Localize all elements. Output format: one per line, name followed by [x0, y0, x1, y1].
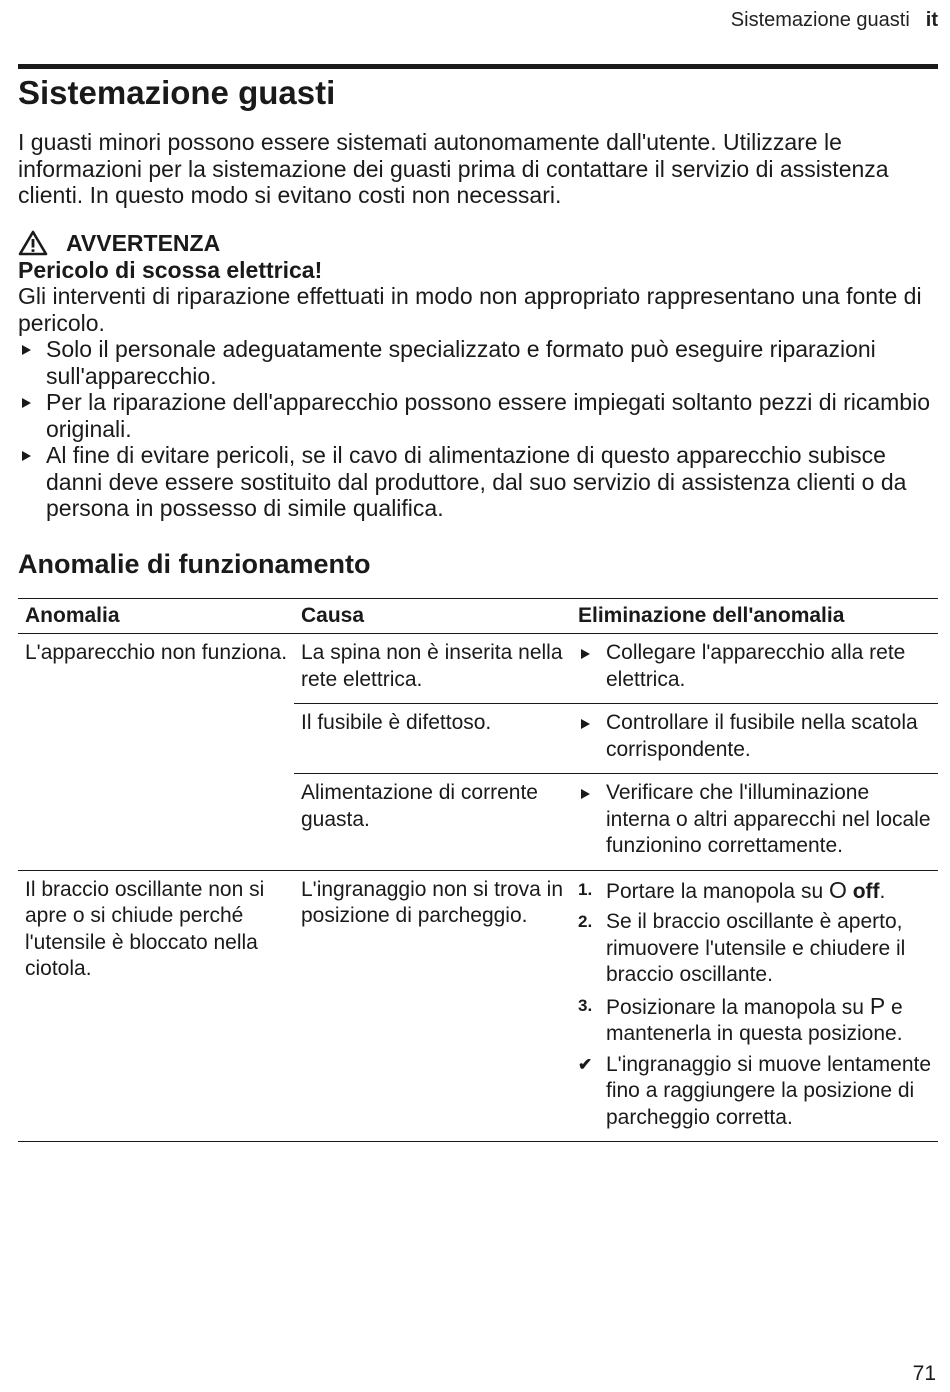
anomaly-cell: Il braccio oscillante non si apre o si chiude perché l'utensile è bloccato nella ciotola.	[25, 877, 265, 980]
checkmark-icon: ✔	[578, 1054, 593, 1074]
cause-cell: La spina non è inserita nella rete elettrica.	[301, 641, 563, 691]
table-header-row	[18, 598, 938, 634]
header-rule	[18, 64, 938, 69]
list-item: Per la riparazione dell'apparecchio possono essere impiegati soltanto pezzi di ricambio originali.	[18, 389, 933, 442]
list-item: Solo il personale adeguatamente specializzato e formato può eseguire riparazioni sull'apparecchio.	[18, 336, 933, 389]
table-subrow	[294, 871, 938, 1142]
column-header-fix: Eliminazione dell'anomalia	[578, 604, 845, 627]
off-label: off	[852, 879, 880, 903]
cause-cell: L'ingranaggio non si trova in posizione di parcheggio.	[301, 877, 564, 927]
fix-cell: Collegare l'apparecchio alla rete elettrica.	[571, 640, 938, 697]
warning-block	[18, 230, 933, 522]
warning-triangle-icon	[18, 230, 48, 256]
fix-cell: Verificare che l'illuminazione interna o altri apparecchi nel locale funzionino correttamente.	[571, 780, 938, 864]
intro-paragraph: I guasti minori possono essere sistemati autonomamente dall'utente. Utilizzare le informazioni per la sistemazione dei guasti prima di contattare il servizio di assistenza clienti. In questo modo si evitano costi non necessari.	[18, 129, 889, 208]
list-item: 2. Se il braccio oscillante è aperto, rimuovere l'utensile e chiudere il braccio oscillante.	[578, 910, 906, 986]
list-item: 3. Posizionare la manopola su P e mantenerla in questa posizione.	[578, 992, 903, 1045]
warning-label: AVVERTENZA	[66, 230, 221, 256]
header-language: it	[925, 9, 938, 31]
table-row	[18, 871, 938, 1143]
list-item: ✔ L'ingranaggio si muove lentamente fino a raggiungere la posizione di parcheggio corretta.	[578, 1052, 932, 1129]
bullet-triangle-icon	[581, 719, 590, 729]
warning-heading	[18, 230, 933, 257]
column-header-cause: Causa	[301, 604, 365, 627]
step-number: 2.	[578, 912, 593, 931]
fix-cell: Controllare il fusibile nella scatola corrispondente.	[571, 710, 938, 767]
warning-text: Gli interventi di riparazione effettuati in modo non appropriato rappresentano una fonte di pericolo.	[18, 283, 922, 336]
off-symbol-icon: O	[828, 876, 847, 903]
section-title: Anomalie di funzionamento	[18, 549, 371, 579]
anomaly-cell: L'apparecchio non funziona.	[25, 641, 288, 664]
header-section: Sistemazione guasti	[730, 9, 910, 31]
bullet-triangle-icon	[581, 789, 590, 799]
warning-subtitle: Pericolo di scossa elettrica!	[18, 256, 323, 283]
bullet-triangle-icon	[581, 649, 590, 659]
page-title: Sistemazione guasti	[18, 74, 336, 111]
cause-cell: Il fusibile è difettoso.	[301, 711, 492, 734]
column-header-anomaly: Anomalia	[25, 604, 120, 627]
warning-bullet-list	[18, 336, 933, 522]
table-subrow	[294, 634, 938, 703]
table-subrow	[294, 703, 938, 773]
bullet-triangle-icon	[22, 345, 31, 355]
pulse-symbol-icon: P	[869, 992, 886, 1019]
running-header	[731, 9, 938, 32]
step-number: 1.	[578, 879, 593, 899]
table-subrow	[294, 773, 938, 870]
cause-cell: Alimentazione di corrente guasta.	[301, 781, 538, 831]
fix-cell	[571, 877, 938, 1136]
list-item: 1. Portare la manopola su O off.	[578, 876, 886, 903]
bullet-triangle-icon	[22, 451, 31, 461]
page-number: 71	[912, 1362, 936, 1385]
troubleshooting-table	[18, 598, 938, 1142]
step-number: 3.	[578, 995, 593, 1015]
table-row	[18, 634, 938, 871]
step-list	[578, 877, 938, 1132]
list-item: Al fine di evitare pericoli, se il cavo di alimentazione di questo apparecchio subisce danni deve essere sostituito dal produttore, dal suo servizio di assistenza clienti o da persona in possesso di simile qualifica.	[18, 442, 933, 522]
bullet-triangle-icon	[22, 398, 31, 408]
